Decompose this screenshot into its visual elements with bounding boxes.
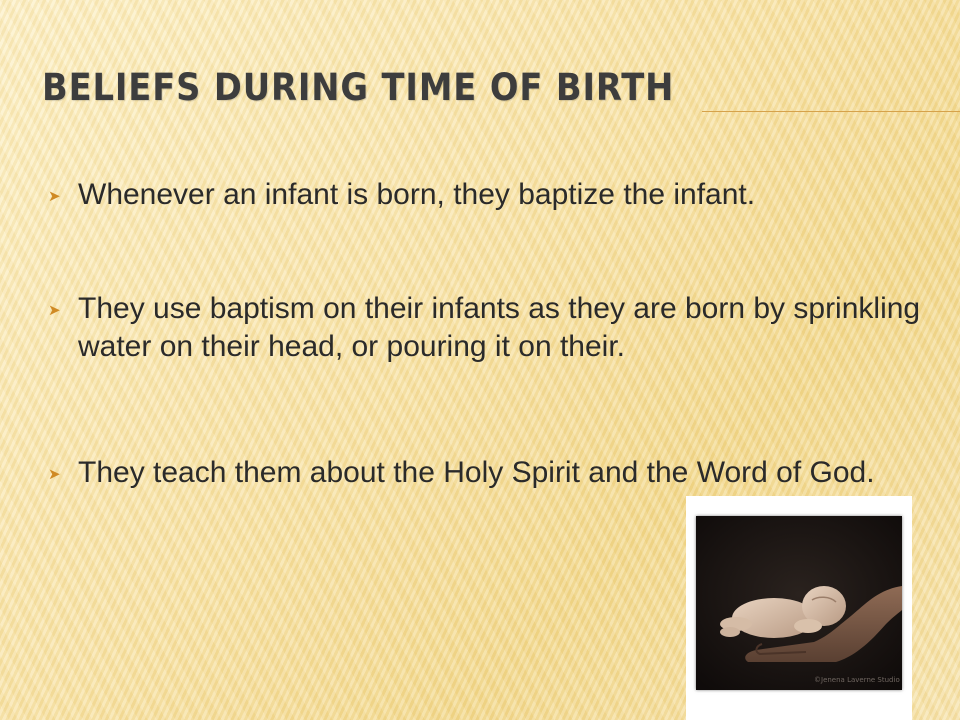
arrow-bullet-icon: ➤ xyxy=(48,465,61,483)
photo-frame xyxy=(686,496,912,720)
arrow-bullet-icon: ➤ xyxy=(48,187,61,205)
bullet-text: Whenever an infant is born, they baptize the infant. xyxy=(78,178,756,211)
photo-watermark: ©Jenena Laverne Studio xyxy=(814,676,900,684)
baby-photo xyxy=(696,516,902,690)
bullet-text: They teach them about the Holy Spirit and the Word of God. xyxy=(78,456,875,489)
baby-in-hand-illustration xyxy=(696,516,902,690)
slide-title-text: BELIEFS DURING TIME OF BIRTH xyxy=(42,66,675,109)
bullet-text: They use baptism on their infants as they are born by sprinkling water on their head, or pouring it on their. xyxy=(78,292,921,363)
arrow-bullet-icon: ➤ xyxy=(48,301,61,319)
